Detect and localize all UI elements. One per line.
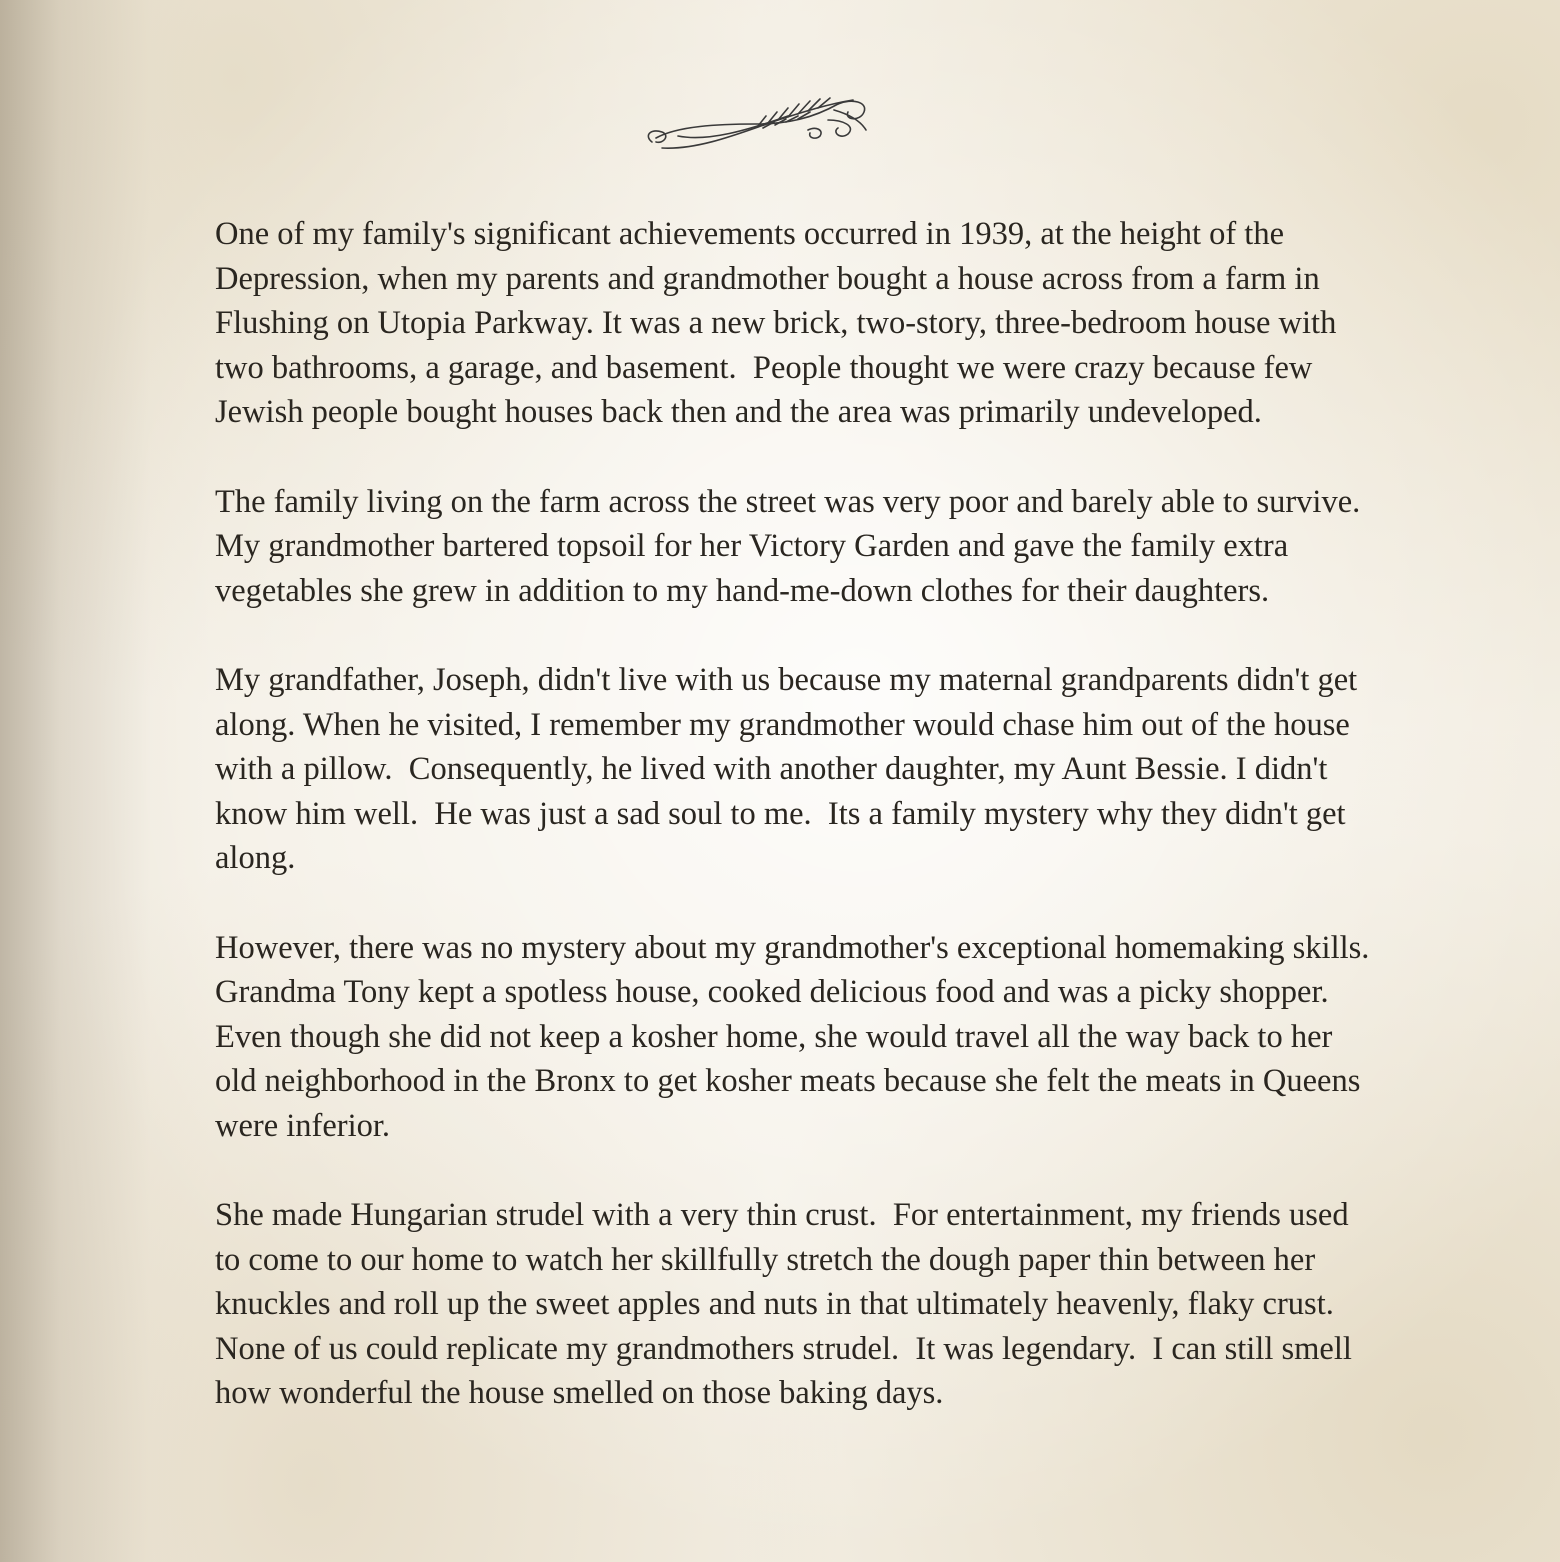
text-line: along. When he visited, I remember my grandmother would chase him out of the house bbox=[215, 706, 1350, 743]
text-line: My grandfather, Joseph, didn't live with us because my maternal grandparents didn't get bbox=[215, 661, 1358, 698]
text-line: My grandmother bartered topsoil for her Victory Garden and gave the family extra bbox=[215, 528, 1289, 565]
story-text bbox=[215, 212, 1515, 1416]
text-line: She made Hungarian strudel with a very thin crust. For entertainment, my friends used bbox=[215, 1197, 1349, 1234]
text-line: with a pillow. Consequently, he lived with another daughter, my Aunt Bessie. I didn't bbox=[215, 751, 1328, 788]
text-line: two bathrooms, a garage, and basement. People thought we were crazy because few bbox=[215, 349, 1313, 386]
text-line: know him well. He was just a sad soul to me. Its a family mystery why they didn't get bbox=[215, 795, 1346, 832]
paragraph-gap bbox=[215, 613, 1515, 658]
text-line: Jewish people bought houses back then and the area was primarily undeveloped. bbox=[215, 394, 1262, 431]
text-line: Flushing on Utopia Parkway. It was a new brick, two-story, three-bedroom house with bbox=[215, 305, 1337, 342]
paragraph bbox=[215, 658, 1515, 881]
paragraph bbox=[215, 480, 1515, 614]
text-line: were inferior. bbox=[215, 1107, 391, 1144]
paragraph bbox=[215, 926, 1515, 1149]
text-line: vegetables she grew in addition to my hand-me-down clothes for their daughters. bbox=[215, 572, 1270, 609]
text-line: to come to our home to watch her skillfully stretch the dough paper thin between her bbox=[215, 1241, 1316, 1278]
text-line: One of my family's significant achievements occurred in 1939, at the height of the bbox=[215, 216, 1285, 252]
text-line: The family living on the farm across the street was very poor and barely able to survive. bbox=[215, 483, 1361, 520]
text-line: However, there was no mystery about my grandmother's exceptional homemaking skills. bbox=[215, 929, 1370, 966]
text-line: along. bbox=[215, 840, 296, 877]
text-line: Grandma Tony kept a spotless house, cooked delicious food and was a picky shopper. bbox=[215, 974, 1329, 1011]
flourish-ornament-icon bbox=[638, 90, 874, 160]
paragraph-gap bbox=[215, 881, 1515, 926]
text-line: how wonderful the house smelled on those baking days. bbox=[215, 1375, 944, 1412]
paragraph bbox=[215, 212, 1515, 435]
paragraph bbox=[215, 1193, 1515, 1416]
text-line: Even though she did not keep a kosher home, she would travel all the way back to her bbox=[215, 1018, 1333, 1055]
paragraph-gap bbox=[215, 435, 1515, 480]
paragraph-gap bbox=[215, 1148, 1515, 1193]
text-line: knuckles and roll up the sweet apples and nuts in that ultimately heavenly, flaky crust. bbox=[215, 1286, 1334, 1323]
text-line: old neighborhood in the Bronx to get kosher meats because she felt the meats in Queens bbox=[215, 1063, 1361, 1100]
text-line: None of us could replicate my grandmothers strudel. It was legendary. I can still smell bbox=[215, 1330, 1352, 1367]
text-line: Depression, when my parents and grandmother bought a house across from a farm in bbox=[215, 260, 1320, 297]
